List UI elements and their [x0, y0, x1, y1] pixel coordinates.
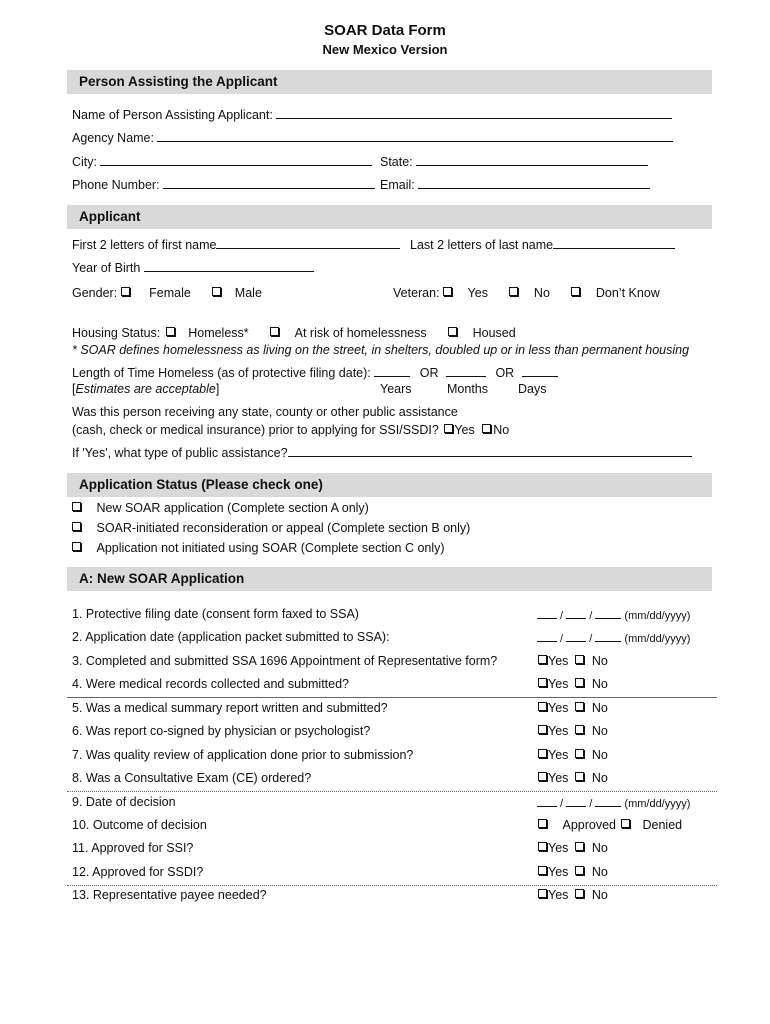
q6-yes-checkbox[interactable] [538, 725, 547, 734]
question-4: 4. Were medical records collected and submitted? [72, 677, 349, 691]
outcome-options: Approved Denied [538, 818, 682, 832]
question-1: 1. Protective filing date (consent form faxed to SSA) [72, 607, 359, 621]
section-title: Person Assisting the Applicant [79, 74, 278, 89]
status-new-checkbox[interactable] [72, 502, 81, 511]
state-field[interactable] [416, 155, 648, 166]
assistant-name-row: Name of Person Assisting Applicant: [72, 108, 672, 122]
assistance-no-checkbox[interactable] [482, 424, 491, 433]
q12-yes-checkbox[interactable] [538, 866, 547, 875]
q3-yes-checkbox[interactable] [538, 655, 547, 664]
status-not-soar-checkbox[interactable] [72, 542, 81, 551]
q8-yes-checkbox[interactable] [538, 772, 547, 781]
question-8: 8. Was a Consultative Exam (CE) ordered? [72, 771, 312, 785]
status-option-new[interactable]: New SOAR application (Complete section A only) [72, 501, 369, 515]
date-field-2[interactable]: / / (mm/dd/yyyy) [537, 631, 690, 645]
divider [67, 885, 717, 886]
q12-no-checkbox[interactable] [575, 866, 584, 875]
question-7: 7. Was quality review of application done prior to submission? [72, 748, 414, 762]
state-row: State: [380, 155, 648, 169]
length-homeless-row: Length of Time Homeless (as of protective filing date): OR OR [72, 366, 558, 380]
question-12: 12. Approved for SSDI? [72, 865, 204, 879]
question-3: 3. Completed and submitted SSA 1696 Appointment of Representative form? [72, 654, 498, 668]
status-option-reconsideration[interactable]: SOAR-initiated reconsideration or appeal (Complete section B only) [72, 521, 470, 535]
city-row: City: [72, 155, 372, 169]
q7-no-checkbox[interactable] [575, 749, 584, 758]
section-header-new-soar [67, 567, 712, 591]
gender-row: Gender: Female Male [72, 286, 262, 300]
form-title: SOAR Data Form [324, 22, 446, 39]
veteran-dontknow-checkbox[interactable] [571, 287, 580, 296]
date-field-1[interactable]: / / (mm/dd/yyyy) [537, 608, 690, 622]
yes-no-5: Yes No [538, 701, 608, 715]
yes-no-4: Yes No [538, 677, 608, 691]
years-field[interactable] [374, 366, 410, 377]
gender-female-checkbox[interactable] [121, 287, 130, 296]
yes-no-8: Yes No [538, 771, 608, 785]
question-10: 10. Outcome of decision [72, 818, 207, 832]
city-field[interactable] [100, 155, 372, 166]
phone-row: Phone Number: [72, 178, 375, 192]
housing-at-risk-checkbox[interactable] [270, 327, 279, 336]
q13-no-checkbox[interactable] [575, 889, 584, 898]
year-of-birth-field[interactable] [144, 261, 314, 272]
question-2: 2. Application date (application packet submitted to SSA): [72, 630, 390, 644]
veteran-yes-checkbox[interactable] [443, 287, 452, 296]
first-name-row: First 2 letters of first name [72, 238, 400, 252]
section-title: Applicant [79, 209, 141, 224]
yes-no-6: Yes No [538, 724, 608, 738]
q7-yes-checkbox[interactable] [538, 749, 547, 758]
section-header-applicant [67, 205, 712, 229]
q11-no-checkbox[interactable] [575, 842, 584, 851]
assistance-question-line1: Was this person receiving any state, county or other public assistance [72, 405, 458, 419]
divider [67, 697, 717, 698]
section-title: Application Status (Please check one) [79, 477, 323, 492]
assistance-type-field[interactable] [288, 446, 692, 457]
q4-no-checkbox[interactable] [575, 678, 584, 687]
question-9: 9. Date of decision [72, 795, 176, 809]
question-13: 13. Representative payee needed? [72, 888, 267, 902]
gender-male-checkbox[interactable] [212, 287, 221, 296]
days-field[interactable] [522, 366, 558, 377]
agency-row: Agency Name: [72, 131, 673, 145]
q5-no-checkbox[interactable] [575, 702, 584, 711]
yes-no-7: Yes No [538, 748, 608, 762]
yob-row: Year of Birth [72, 261, 314, 275]
veteran-no-checkbox[interactable] [509, 287, 518, 296]
last-name-field[interactable] [553, 238, 675, 249]
q4-yes-checkbox[interactable] [538, 678, 547, 687]
section-title: A: New SOAR Application [79, 571, 245, 586]
q6-no-checkbox[interactable] [575, 725, 584, 734]
assistance-question-line2: (cash, check or medical insurance) prior to applying for SSI/SSDI? Yes No [72, 423, 510, 437]
last-name-row: Last 2 letters of last name [410, 238, 675, 252]
question-11: 11. Approved for SSI? [72, 841, 194, 855]
yes-no-12: Yes No [538, 865, 608, 879]
months-field[interactable] [446, 366, 486, 377]
housing-housed-checkbox[interactable] [448, 327, 457, 336]
housing-row: Housing Status: Homeless* At risk of homelessness Housed [72, 326, 516, 340]
q10-approved-checkbox[interactable] [538, 819, 547, 828]
question-6: 6. Was report co-signed by physician or psychologist? [72, 724, 371, 738]
unit-days: Days [518, 382, 547, 396]
estimates-note: [Estimates are acceptable] [72, 382, 220, 396]
section-header-person-assisting [67, 70, 712, 94]
divider [67, 791, 717, 792]
assistant-name-field[interactable] [276, 108, 672, 119]
housing-homeless-checkbox[interactable] [166, 327, 175, 336]
first-name-field[interactable] [216, 238, 400, 249]
unit-months: Months [447, 382, 488, 396]
q8-no-checkbox[interactable] [575, 772, 584, 781]
assistance-type-row: If 'Yes', what type of public assistance? [72, 446, 692, 460]
section-header-application-status [67, 473, 712, 497]
q11-yes-checkbox[interactable] [538, 842, 547, 851]
q5-yes-checkbox[interactable] [538, 702, 547, 711]
yes-no-13: Yes No [538, 888, 608, 902]
phone-field[interactable] [163, 178, 375, 189]
q13-yes-checkbox[interactable] [538, 889, 547, 898]
yes-no-3: Yes No [538, 654, 608, 668]
unit-years: Years [380, 382, 412, 396]
question-5: 5. Was a medical summary report written and submitted? [72, 701, 388, 715]
status-option-not-soar[interactable]: Application not initiated using SOAR (Complete section C only) [72, 541, 445, 555]
q3-no-checkbox[interactable] [575, 655, 584, 664]
q10-denied-checkbox[interactable] [621, 819, 630, 828]
form-subtitle: New Mexico Version [322, 42, 448, 57]
agency-name-field[interactable] [157, 131, 673, 142]
date-field-9[interactable]: / / (mm/dd/yyyy) [537, 796, 690, 810]
email-row: Email: [380, 178, 650, 192]
homelessness-note: * SOAR defines homelessness as living on the street, in shelters, doubled up or in less than permanent housing [72, 343, 690, 357]
yes-no-11: Yes No [538, 841, 608, 855]
email-field[interactable] [418, 178, 650, 189]
assistance-yes-checkbox[interactable] [444, 424, 453, 433]
status-reconsideration-checkbox[interactable] [72, 522, 81, 531]
veteran-row: Veteran: Yes No Don’t Know [393, 286, 660, 300]
